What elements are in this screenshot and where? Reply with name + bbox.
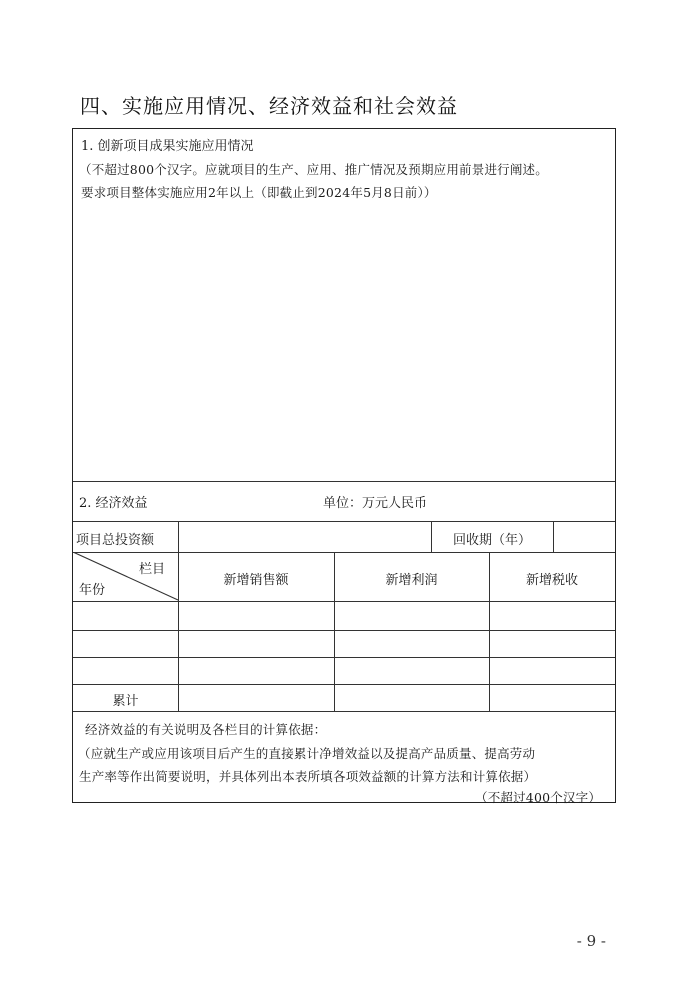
explanation-heading: 经济效益的有关说明及各栏目的计算依据：	[85, 722, 327, 737]
section-title: 四、实施应用情况、经济效益和社会效益	[80, 94, 458, 118]
divider-v	[334, 552, 335, 711]
column-sales-header: 新增销售额	[223, 573, 289, 588]
page-number: - 9 -	[576, 932, 606, 950]
part1-note-line2: 要求项目整体实施应用2年以上（即截止到2024年5月8日前））	[81, 185, 437, 200]
total-row-label: 累计	[112, 694, 139, 709]
part1-note-line1: （不超过800个汉字。应就项目的生产、应用、推广情况及预期应用前景进行阐述。	[79, 162, 548, 177]
divider-h	[73, 657, 615, 658]
part1-heading: 1. 创新项目成果实施应用情况	[81, 139, 254, 154]
divider-v	[178, 552, 179, 711]
explanation-limit: （不超过400个汉字）	[475, 790, 602, 805]
table-top-line	[73, 521, 615, 522]
divider-h	[73, 711, 615, 712]
corner-label-year: 年份	[79, 583, 106, 598]
column-tax-header: 新增税收	[525, 573, 578, 588]
column-profit-header: 新增利润	[385, 573, 438, 588]
explanation-line2: 生产率等作出简要说明，并具体列出本表所填各项效益额的计算方法和计算依据）	[79, 769, 537, 784]
divider-v	[553, 521, 554, 552]
divider-h	[73, 684, 615, 685]
divider-h	[73, 601, 615, 602]
unit-label: 单位：万元人民币	[323, 496, 428, 511]
total-investment-label: 项目总投资额	[76, 533, 155, 548]
explanation-line1: （应就生产或应用该项目后产生的直接累计净增效益以及提高产品质量、提高劳动	[78, 746, 536, 761]
payback-label: 回收期（年）	[452, 533, 531, 548]
divider-v	[489, 552, 490, 711]
divider-v	[178, 521, 179, 552]
divider-h	[73, 630, 615, 631]
form-frame	[72, 128, 616, 803]
part1-content-area[interactable]	[81, 209, 609, 471]
part2-heading: 2. 经济效益	[79, 496, 148, 511]
corner-label-column: 栏目	[139, 562, 166, 577]
part-divider	[73, 481, 615, 482]
